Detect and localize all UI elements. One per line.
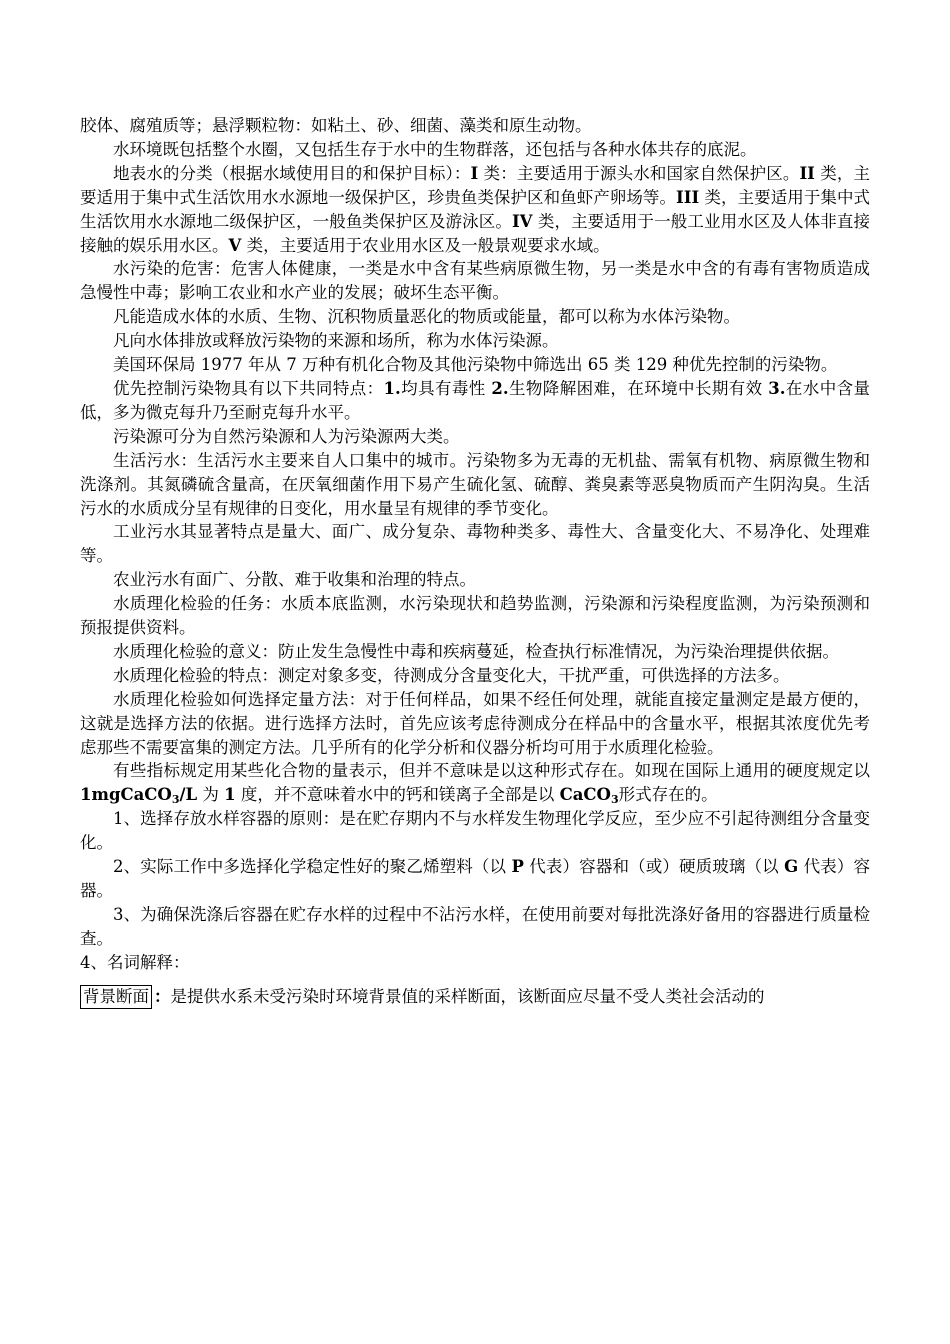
term-background-section: 背景断面 bbox=[80, 985, 152, 1009]
paragraph-pollutant-definition: 凡能造成水体的水质、生物、沉积物质量恶化的物质或能量，都可以称为水体污染物。 bbox=[113, 307, 740, 327]
paragraph-pollution-hazards: 水污染的危害：危害人体健康，一类是水中含有某些病原微生物，另一类是水中含的有毒有害物质造成急慢性中毒；影响工农业和水产业的发展；破坏生态平衡。 bbox=[80, 259, 870, 303]
paragraph-method-selection: 水质理化检验如何选择定量方法：对于任何样品，如果不经任何处理，就能直接定量测定是最方便的，这就是选择方法的依据。进行选择方法时，首先应该考虑待测成分在样品中的含量水平，根据其浓度优先考虑那些不需要富集的测定方法。几乎所有的化学分析和仪器分析均可用于水质理化检验。 bbox=[80, 689, 870, 757]
section-heading-terms: 4、名词解释： bbox=[80, 952, 190, 972]
paragraph-inspection-tasks: 水质理化检验的任务：水质本底监测，水污染现状和趋势监测，污染源和污染程度监测，为污染预测和预报提供资料。 bbox=[80, 594, 870, 638]
paragraph-priority-features: 优先控制污染物具有以下共同特点：1.均具有毒性 2.生物降解困难，在环境中长期有效 3.在水中含量低，多为微克每升乃至耐克每升水平。 bbox=[80, 378, 871, 422]
paragraph-container-principle: 1、选择存放水样容器的原则：是在贮存期内不与水样发生物理化学反应，至少应不引起待测组分含量变化。 bbox=[80, 809, 870, 853]
paragraph-container-check: 3、为确保洗涤后容器在贮存水样的过程中不沾污水样，在使用前要对每批洗涤好备用的容器进行质量检查。 bbox=[80, 904, 870, 948]
paragraph-background-section: 背景断面 ：是提供水系未受污染时环境背景值的采样断面，该断面应尽量不受人类社会活动的 bbox=[80, 985, 870, 1009]
paragraph-water-environment: 水环境既包括整个水圈，又包括生存于水中的生物群落，还包括与各种水体共存的底泥。 bbox=[113, 139, 757, 159]
paragraph-inspection-significance: 水质理化检验的意义：防止发生急慢性中毒和疾病蔓延，检查执行标准情况，为污染治理提供依据。 bbox=[113, 641, 839, 661]
paragraph-inspection-features: 水质理化检验的特点：测定对象多变，待测成分含量变化大，干扰严重，可供选择的方法多。 bbox=[113, 665, 790, 685]
paragraph-industrial-sewage: 工业污水其显著特点是量大、面广、成分复杂、毒物种类多、毒性大、含量变化大、不易净化、处理难等。 bbox=[80, 522, 870, 566]
paragraph-domestic-sewage: 生活污水：生活污水主要来自人口集中的城市。污染物多为无毒的无机盐、需氧有机物、病原微生物和洗涤剂。其氮磷硫含量高，在厌氧细菌作用下易产生硫化氢、硫醇、粪臭素等恶臭物质而产生阴沟臭。生活污水的水质成分呈有规律的日变化，用水量呈有规律的季节变化。 bbox=[80, 450, 870, 518]
document-body bbox=[80, 114, 870, 1009]
paragraph-pollution-source-definition: 凡向水体排放或释放污染物的来源和场所，称为水体污染源。 bbox=[113, 331, 559, 351]
paragraph-hardness: 有些指标规定用某些化合物的量表示，但并不意味是以这种形式存在。如现在国际上通用的硬度规定以 1mgCaCO$_3$/L 为 1 度，并不意味着水中的钙和镁离子全部是以 CaCO$_3$形式存在的。 bbox=[80, 761, 870, 807]
paragraph-agricultural-sewage: 农业污水有面广、分散、难于收集和治理的特点。 bbox=[113, 570, 476, 590]
paragraph-colloids: 胶体、腐殖质等；悬浮颗粒物：如粘土、砂、细菌、藻类和原生动物。 bbox=[80, 116, 592, 135]
paragraph-surface-water-classes: 地表水的分类（根据水域使用目的和保护目标）：I 类：主要适用于源头水和国家自然保护区。II 类，主要适用于集中式生活饮用水水源地一级保护区，珍贵鱼类保护区和鱼虾产卵场等。III 类，主要适用于集中式生活饮用水水源地二级保护区，一般鱼类保护区及游泳区。IV 类，主要适用于一般工业用水区及人体非直接接触的娱乐用水区。V 类，主要适用于农业用水区及一般景观要求水域。 bbox=[80, 163, 871, 255]
paragraph-epa-priority: 美国环保局 1977 年从 7 万种有机化合物及其他污染物中筛选出 65 类 129 种优先控制的污染物。 bbox=[113, 355, 838, 375]
paragraph-container-materials: 2、实际工作中多选择化学稳定性好的聚乙烯塑料（以 P 代表）容器和（或）硬质玻璃（以 G 代表）容器。 bbox=[80, 857, 870, 900]
paragraph-source-types: 污染源可分为自然污染源和人为污染源两大类。 bbox=[113, 426, 460, 446]
